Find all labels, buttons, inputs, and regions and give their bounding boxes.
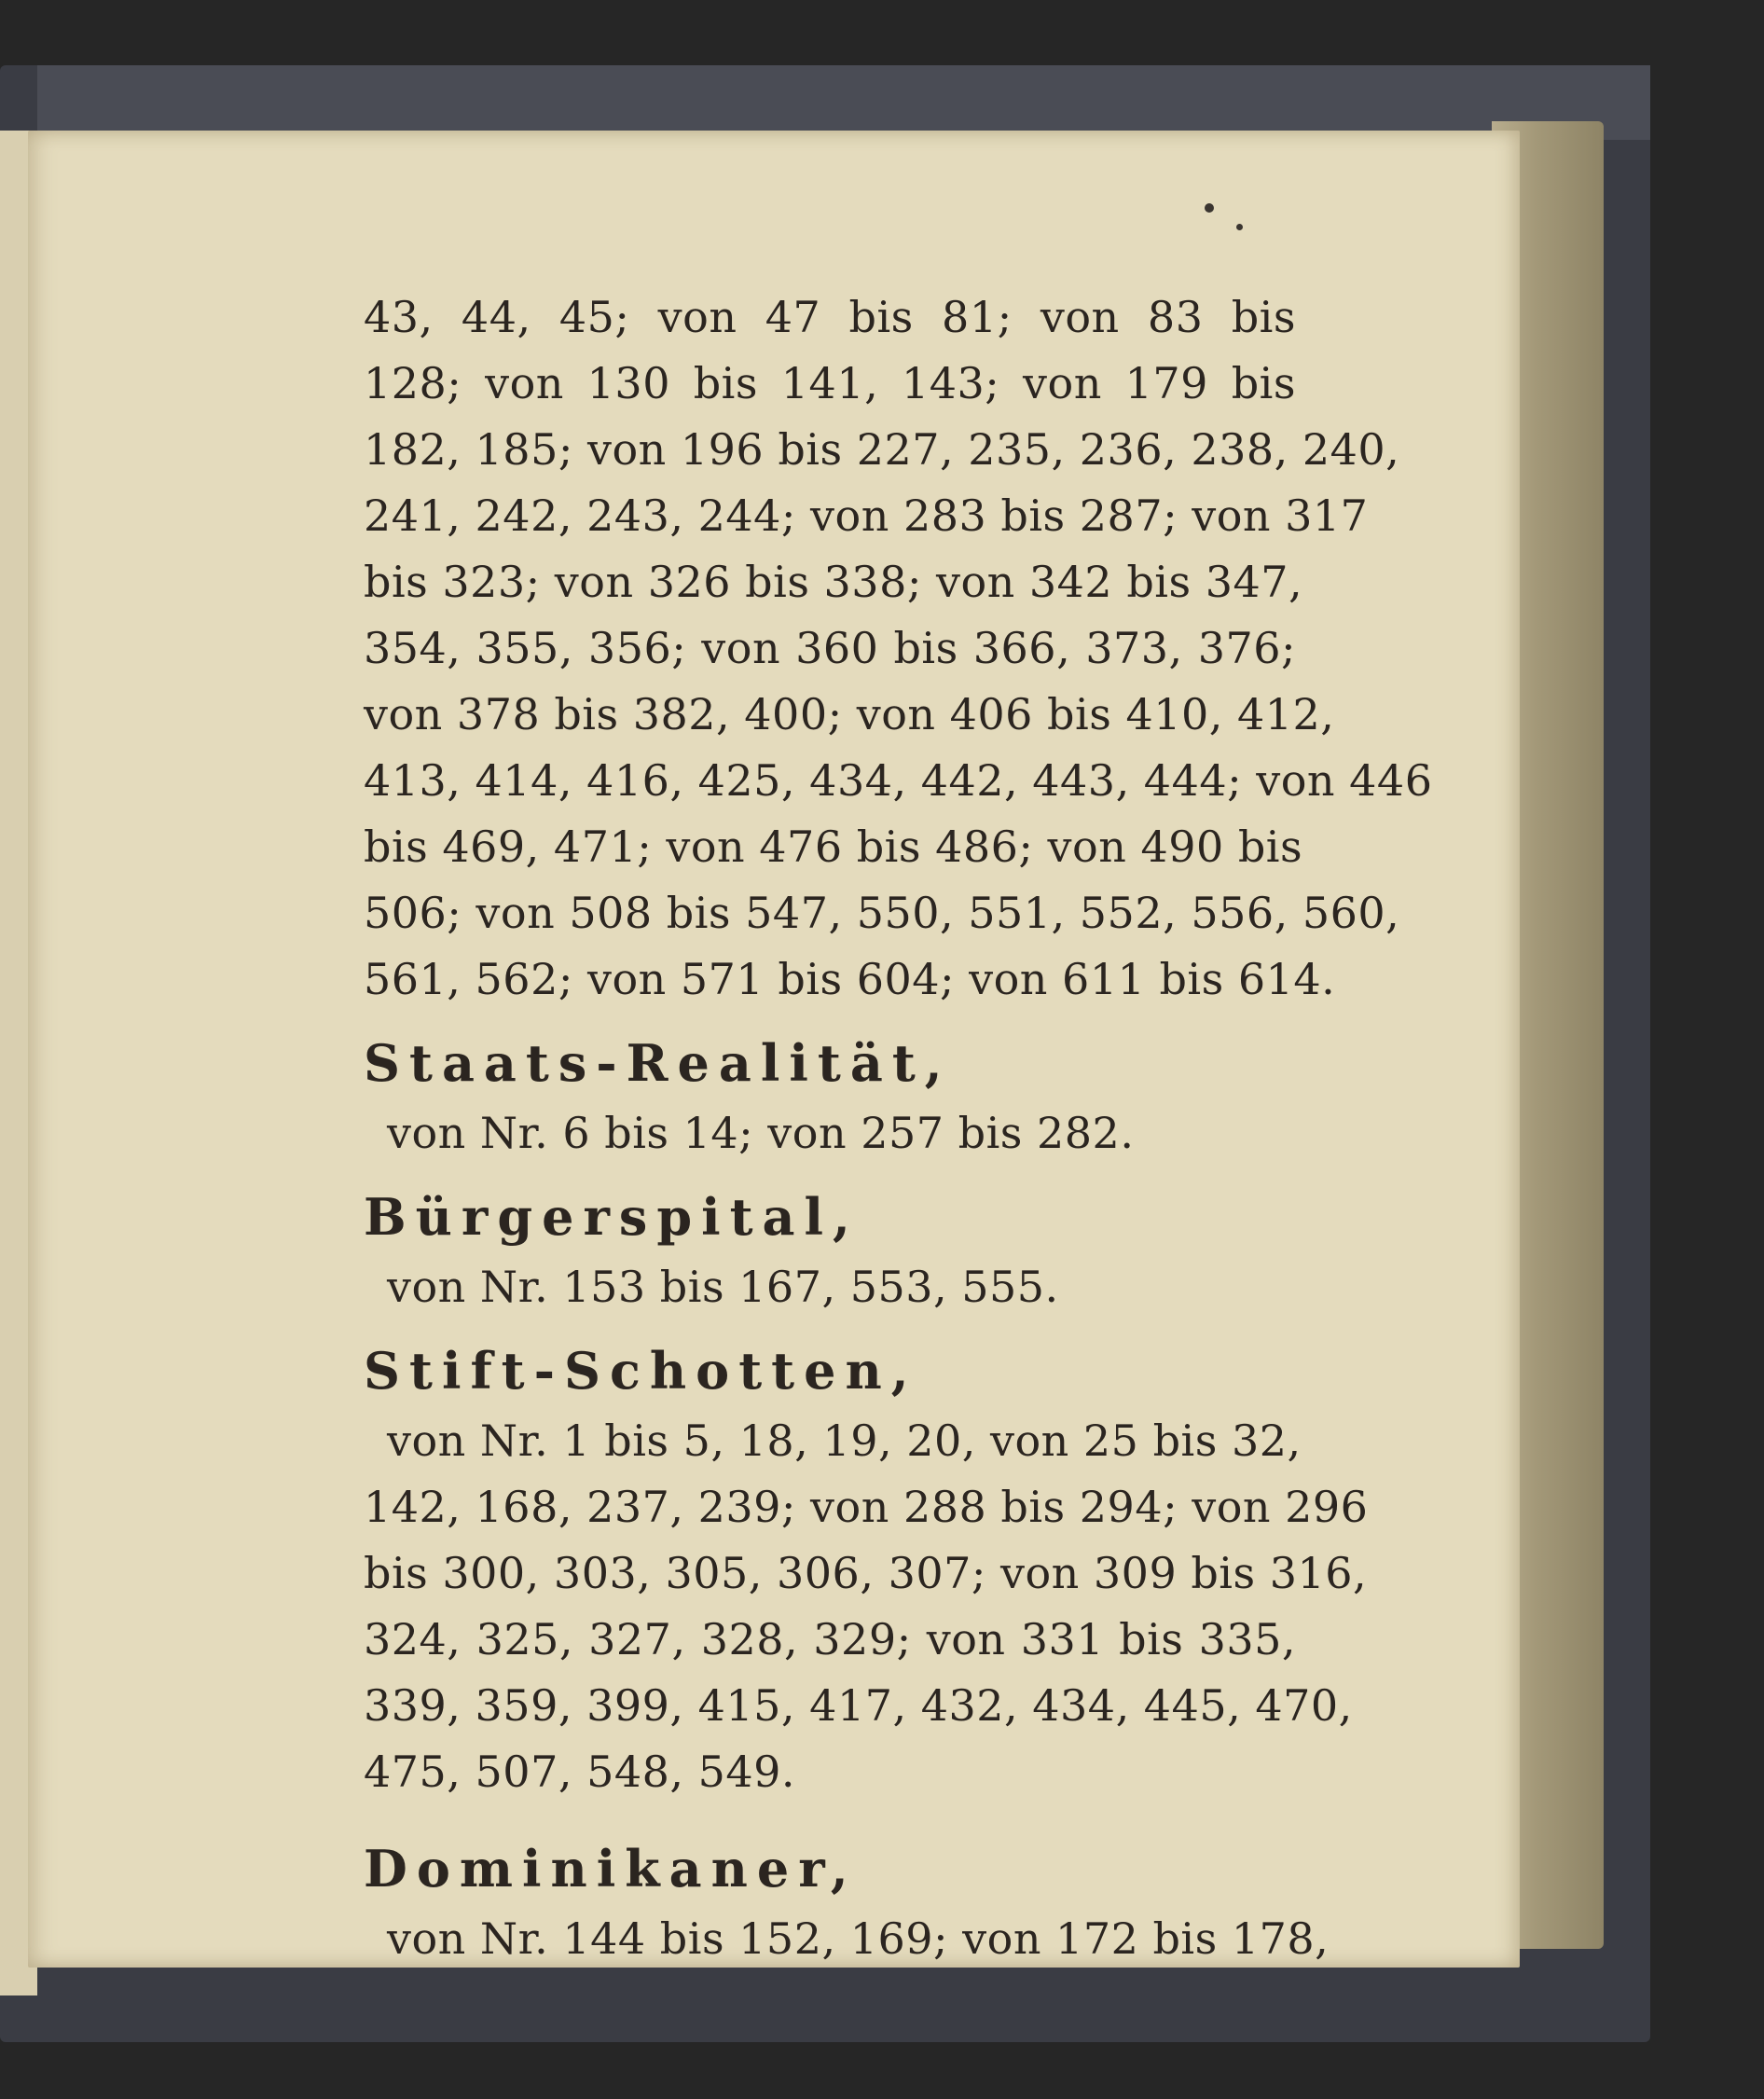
text-line: bis 469, 471; von 476 bis 486; von 490 bis [364,822,1303,872]
text-line: von Nr. 153 bis 167, 553, 555. [387,1262,1059,1312]
section-heading: Staats-Realität, [364,1033,952,1093]
text-line: bis 323; von 326 bis 338; von 342 bis 347, [364,557,1303,607]
text-line: bis 300, 303, 305, 306, 307; von 309 bis 316, [364,1548,1368,1598]
text-line: 128; von 130 bis 141, 143; von 179 bis [364,358,1296,408]
section-heading: Bürgerspital, [364,1187,860,1247]
text-line: 241, 242, 243, 244; von 283 bis 287; von 317 [364,490,1369,541]
ink-speck [1205,203,1214,213]
page-text [364,284,1433,1972]
text-line: 339, 359, 399, 415, 417, 432, 434, 445, 470, [364,1680,1353,1731]
text-line: 324, 325, 327, 328, 329; von 331 bis 335, [364,1614,1296,1664]
text-line: 413, 414, 416, 425, 434, 442, 443, 444; von 446 [364,755,1433,806]
text-line: 561, 562; von 571 bis 604; von 611 bis 614. [364,954,1336,1004]
text-line: von 378 bis 382, 400; von 406 bis 410, 412, [364,689,1335,739]
book-cover-edge [37,65,1650,140]
text-line: 43, 44, 45; von 47 bis 81; von 83 bis [364,292,1296,342]
ink-speck [1236,224,1243,230]
text-line: 182, 185; von 196 bis 227, 235, 236, 238, 240, [364,424,1400,475]
text-line: 475, 507, 548, 549. [364,1747,796,1797]
spacer [364,1805,1296,1818]
text-line: 142, 168, 237, 239; von 288 bis 294; von 296 [364,1482,1369,1532]
text-line: von Nr. 144 bis 152, 169; von 172 bis 178, [387,1913,1330,1964]
section-heading: Dominikaner, [364,1839,858,1899]
text-line: 354, 355, 356; von 360 bis 366, 373, 376; [364,623,1296,673]
section-heading: Stift-Schotten, [364,1341,918,1401]
text-line: von Nr. 1 bis 5, 18, 19, 20, von 25 bis 32, [387,1415,1302,1466]
text-line: von Nr. 6 bis 14; von 257 bis 282. [387,1108,1135,1158]
text-line: 506; von 508 bis 547, 550, 551, 552, 556, 560, [364,888,1400,938]
